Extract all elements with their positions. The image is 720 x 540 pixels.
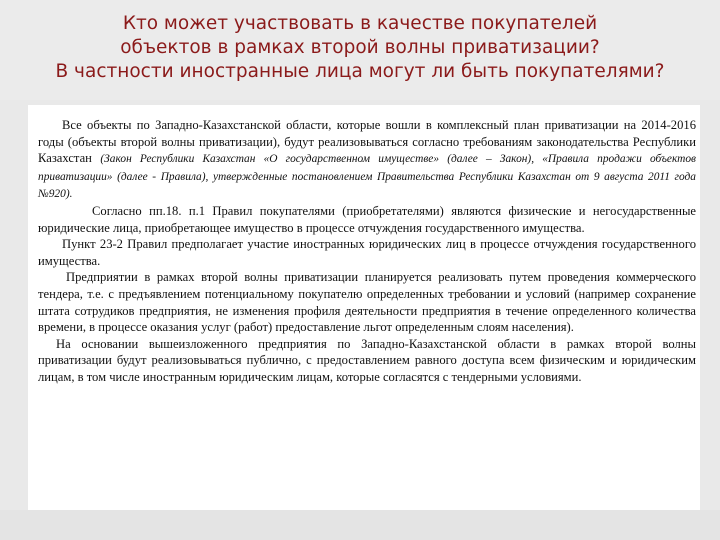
title-line-2: объектов в рамках второй волны приватизации?	[120, 37, 600, 58]
paragraph-2: Согласно пп.18. п.1 Правил покупателями (приобретателями) являются физические и негосударственные юридические лица, приобретающее имущество в процессе отчуждения государственного имущества.	[38, 203, 696, 235]
content-panel	[28, 105, 700, 510]
law-reference: (Закон Республики Казахстан «О государственном имуществе» (далее – Закон), «Правила продажи объектов приватизации» (далее - Правила), утвержденные постановлением Правительства Республики Казахстан от 9 августа 2011 года №920).	[38, 153, 697, 201]
title-line-3: В частности иностранные лица могут ли быть покупателями?	[55, 61, 665, 82]
paragraph-5: На основании вышеизложенного предприятия по Западно-Казахстанской области в рамках второй волны приватизации будут реализовываться публично, с предоставлением равного доступа всем физическим и юридическим лицам, в том числе иностранным юридическим лицам, которые согласятся с тендерными условиями.	[38, 336, 696, 384]
paragraph-1-text: Все объекты по Западно-Казахстанской области, которые вошли в комплексный план приватизации на 2014-2016 годы (объекты второй волны приватизации), будут реализовываться согласно требованиям законодательства Республики Казахстан	[38, 118, 696, 166]
paragraph-3: Пункт 23-2 Правил предполагает участие иностранных юридических лиц в процессе отчуждения государственного имущества.	[38, 237, 696, 268]
bottom-band	[0, 510, 720, 540]
paragraph-1	[38, 117, 696, 203]
title-line-1: Кто может участвовать в качестве покупателей	[122, 13, 598, 34]
paragraph-4: Предприятии в рамках второй волны приватизации планируется реализовать путем проведения коммерческого тендера, т.е. с предъявлением потенциальному покупателю определенных требовании и условий (например сохранение штата сотрудиков предприятия, не изменения профиля деятельности предприятия в течение определенного количества времени, в процессе оказания услуг (работ) предоставление льгот определенным слоям населения).	[38, 270, 696, 335]
slide-title	[0, 12, 720, 84]
body-text	[38, 117, 696, 386]
